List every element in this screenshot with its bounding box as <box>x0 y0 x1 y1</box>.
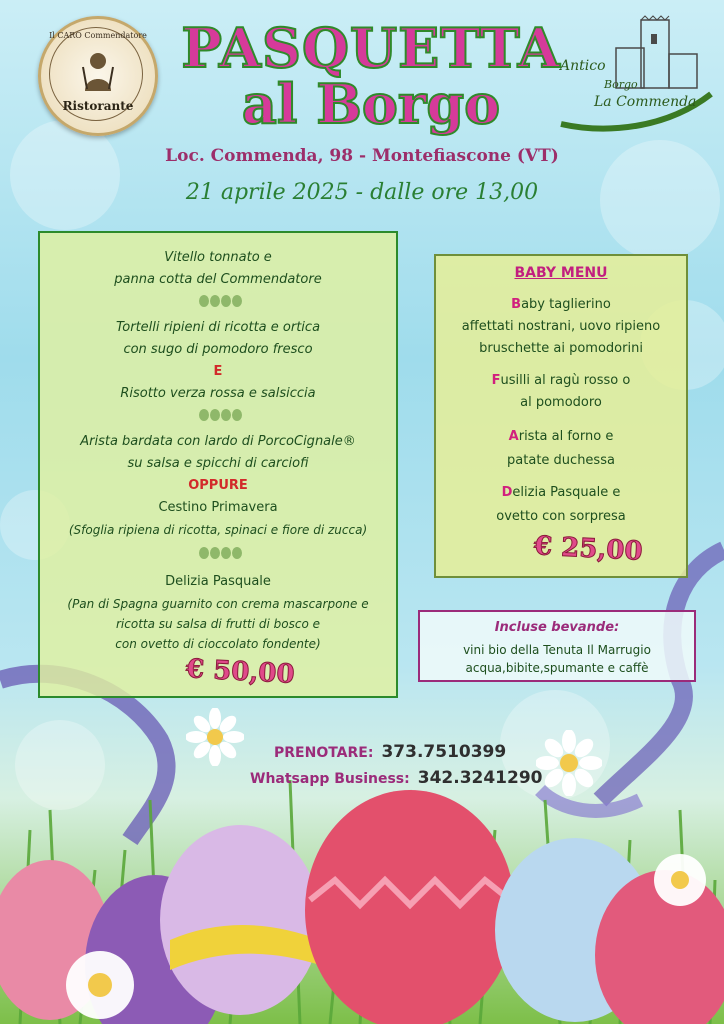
baby-menu-text: al pomodoro <box>520 395 602 410</box>
drinks-box <box>418 610 696 682</box>
baby-menu-line <box>436 452 686 470</box>
baby-menu-price: € 25,00 <box>533 531 644 567</box>
menu-conjunction: OPPURE <box>188 478 248 493</box>
drinks-line: acqua,bibite,spumante e caffè <box>465 661 649 675</box>
menu-line: (Sfoglia ripiena di ricotta, spinaci e fiore di zucca) <box>68 523 368 537</box>
baby-menu-initial: D <box>501 485 513 500</box>
baby-menu-text: usilli al ragù rosso o <box>500 373 631 388</box>
booking-label: PRENOTARE: <box>274 745 374 761</box>
logo-text-antico: Antico <box>560 58 606 74</box>
baby-menu-text: patate duchessa <box>507 453 615 468</box>
logo-restaurant-subtitle: Il CARO Commendatore <box>49 31 147 40</box>
restaurant-logo <box>38 16 158 136</box>
bokeh-light <box>10 120 120 230</box>
baby-menu-text: affettati nostrani, uovo ripieno <box>461 319 661 334</box>
baby-menu-initial: A <box>508 429 519 444</box>
menu-line: (Pan di Spagna guarnito con crema mascarpone e <box>67 597 369 611</box>
menu-line: Arista bardata con lardo di PorcoCignale® <box>80 434 356 449</box>
baby-menu-initial: B <box>511 297 522 312</box>
logo-text-borgo: Borgo <box>604 78 638 91</box>
baby-menu-initial: F <box>491 373 501 388</box>
menu-line: Risotto verza rossa e salsiccia <box>120 386 316 401</box>
egg-divider-icon <box>198 547 244 559</box>
menu-price: € 50,00 <box>185 654 296 690</box>
address: Loc. Commenda, 98 - Montefiascone (VT) <box>165 146 559 166</box>
baby-menu-box <box>434 254 688 578</box>
borgo-logo <box>556 14 716 134</box>
menu-line: Vitello tonnato e <box>164 250 272 265</box>
baby-menu-line <box>436 484 686 502</box>
baby-menu-line <box>436 340 686 358</box>
booking-contact <box>274 742 674 762</box>
egg-divider-icon <box>198 295 244 307</box>
whatsapp-label: Whatsapp Business: <box>250 771 410 787</box>
easter-eggs-decoration <box>0 790 724 1024</box>
whatsapp-phone-number[interactable]: 342.3241290 <box>417 768 543 788</box>
logo-restaurant-name: Ristorante <box>62 99 134 113</box>
egg-divider-icon <box>198 409 244 421</box>
menu-line: Tortelli ripieni di ricotta e ortica <box>115 320 321 335</box>
main-menu-box <box>38 231 398 698</box>
baby-menu-text: bruschette ai pomodorini <box>479 341 643 356</box>
drinks-line: vini bio della Tenuta Il Marrugio <box>463 643 651 657</box>
menu-line: Delizia Pasquale <box>165 574 271 589</box>
page-title-line2: al Borgo <box>241 72 501 136</box>
baby-menu-line <box>436 296 686 314</box>
baby-menu-line <box>436 508 686 526</box>
menu-line: ricotta su salsa di frutti di bosco e <box>115 617 321 631</box>
page-title: PASQUETTA <box>181 16 561 80</box>
menu-line: panna cotta del Commendatore <box>114 272 322 287</box>
baby-menu-text: aby taglierino <box>521 297 611 312</box>
menu-line: Cestino Primavera <box>158 500 278 515</box>
baby-menu-line <box>436 318 686 336</box>
baby-menu-title: BABY MENU <box>514 265 608 281</box>
menu-line: con ovetto di cioccolato fondente) <box>115 637 321 651</box>
menu-line: su salsa e spicchi di carciofi <box>127 456 309 471</box>
event-date: 21 aprile 2025 - dalle ore 13,00 <box>185 180 539 205</box>
drinks-title: Incluse bevande: <box>494 620 620 635</box>
booking-phone-number[interactable]: 373.7510399 <box>381 742 507 762</box>
daisy-flower <box>186 708 244 766</box>
chef-bust-icon <box>81 49 115 91</box>
whatsapp-contact <box>250 768 650 788</box>
logo-text-commenda: La Commenda <box>594 94 697 110</box>
baby-menu-line <box>436 428 686 446</box>
menu-line: con sugo di pomodoro fresco <box>123 342 313 357</box>
menu-conjunction: E <box>213 364 223 379</box>
baby-menu-text: rista al forno e <box>518 429 614 444</box>
baby-menu-line <box>436 394 686 412</box>
baby-menu-text: elizia Pasquale e <box>512 485 621 500</box>
baby-menu-line <box>436 372 686 390</box>
baby-menu-text: ovetto con sorpresa <box>496 509 626 524</box>
